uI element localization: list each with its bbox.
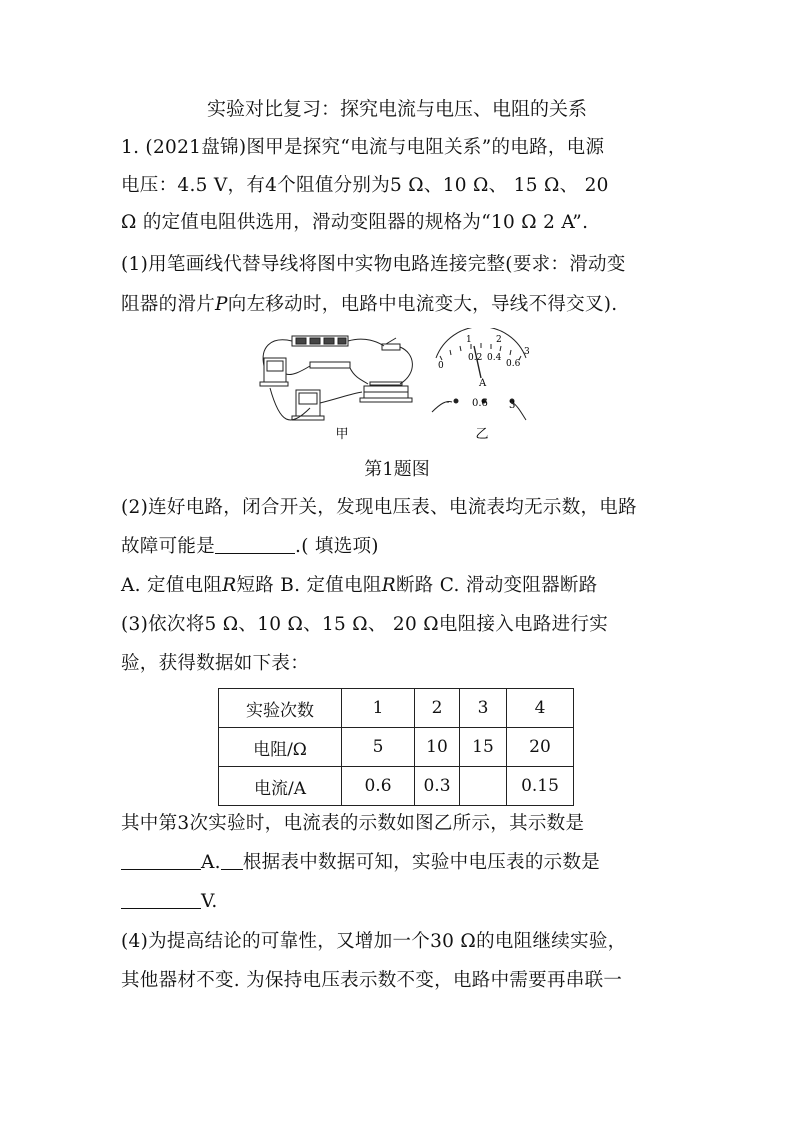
resistor-icon bbox=[310, 362, 350, 368]
symbol-r: R bbox=[381, 575, 396, 596]
table-cell: 2 bbox=[415, 689, 460, 728]
table-cell: 15 bbox=[460, 728, 507, 767]
question-line bbox=[121, 890, 681, 914]
answer-blank[interactable] bbox=[215, 535, 295, 554]
data-table bbox=[218, 688, 574, 806]
question-line: (4)为提高结论的可靠性，又增加一个30 Ω的电阻继续实验， bbox=[121, 931, 627, 952]
question-line: (1)用笔画线代替导线将图中实物电路连接完整(要求：滑动变 bbox=[121, 254, 626, 275]
dial-label-06: 0.6 bbox=[506, 359, 521, 369]
circuit-diagram-jia bbox=[260, 336, 412, 420]
question-line: 1. (2021盘锦)图甲是探究“电流与电阻关系”的电路，电源 bbox=[121, 137, 605, 158]
dial-label-02: 0.2 bbox=[468, 353, 483, 363]
table-header-row bbox=[219, 689, 574, 728]
dial-unit: A bbox=[479, 378, 487, 389]
table-cell: 1 bbox=[342, 689, 415, 728]
text-run: .( 填选项) bbox=[295, 536, 379, 557]
circuit-figure bbox=[250, 328, 550, 446]
dial-label-1: 1 bbox=[466, 335, 472, 345]
ammeter-icon bbox=[296, 390, 320, 416]
question-line: 其中第3次实验时，电流表的示数如图乙所示，其示数是 bbox=[121, 813, 585, 834]
symbol-r: R bbox=[222, 575, 237, 596]
table-row bbox=[219, 767, 574, 806]
text-run: 故障可能是 bbox=[121, 536, 216, 557]
question-line bbox=[121, 851, 681, 875]
table-cell bbox=[460, 767, 507, 806]
text-run: V. bbox=[201, 891, 218, 912]
text-run: A. 定值电阻 bbox=[121, 575, 223, 596]
dial-label-3: 3 bbox=[524, 347, 530, 357]
table-cell: 0.3 bbox=[415, 767, 460, 806]
figure-caption: 第1题图 bbox=[364, 459, 430, 480]
answer-blank[interactable] bbox=[121, 890, 201, 909]
dial-label-04: 0.4 bbox=[487, 353, 502, 363]
figure-label-yi: 乙 bbox=[475, 427, 489, 442]
question-line: 电压：4.5 V，有4个阻值分别为5 Ω、10 Ω、 15 Ω、 20 bbox=[121, 175, 609, 196]
text-run: 断路 C. 滑动变阻器断路 bbox=[395, 575, 598, 596]
table-row bbox=[219, 728, 574, 767]
symbol-p: P bbox=[215, 294, 228, 315]
table-cell: 电阻/Ω bbox=[219, 728, 342, 767]
question-line: Ω 的定值电阻供选用，滑动变阻器的规格为“10 Ω 2 A”. bbox=[121, 212, 589, 233]
page-title: 实验对比复习：探究电流与电压、电阻的关系 bbox=[206, 98, 587, 120]
question-line: 验，获得数据如下表： bbox=[121, 653, 310, 674]
answer-blank-short[interactable] bbox=[221, 851, 243, 870]
text-run: 根据表中数据可知，实验中电压表的示数是 bbox=[242, 852, 601, 873]
question-line bbox=[121, 293, 681, 317]
table-cell: 4 bbox=[507, 689, 574, 728]
table-cell: 5 bbox=[342, 728, 415, 767]
table-cell: 电流/A bbox=[219, 767, 342, 806]
text-run: 阻器的滑片 bbox=[121, 294, 216, 315]
question-line: (2)连好电路，闭合开关，发现电压表、电流表均无示数，电路 bbox=[121, 497, 637, 518]
table-cell: 0.15 bbox=[507, 767, 574, 806]
dial-label-0: 0 bbox=[438, 361, 444, 371]
table-cell: 实验次数 bbox=[219, 689, 342, 728]
table-cell: 0.6 bbox=[342, 767, 415, 806]
text-run: 向左移动时，电路中电流变大，导线不得交叉). bbox=[227, 294, 618, 315]
answer-blank[interactable] bbox=[121, 851, 201, 870]
figure-label-jia: 甲 bbox=[335, 427, 349, 442]
question-line bbox=[121, 535, 681, 559]
text-run: 短路 B. 定值电阻 bbox=[236, 575, 382, 596]
text-run: A. bbox=[201, 852, 221, 873]
dial-label-2: 2 bbox=[496, 335, 502, 345]
table-cell: 10 bbox=[415, 728, 460, 767]
switch-icon bbox=[382, 344, 400, 350]
question-line: (3)依次将5 Ω、10 Ω、15 Ω、 20 Ω电阻接入电路进行实 bbox=[121, 614, 609, 635]
terminal-06: 0.6 bbox=[472, 398, 488, 409]
options-line bbox=[121, 574, 681, 598]
table-cell: 20 bbox=[507, 728, 574, 767]
question-line: 其他器材不变. 为保持电压表示数不变，电路中需要再串联一 bbox=[121, 970, 623, 991]
terminal-minus: - bbox=[446, 397, 450, 408]
table-cell: 3 bbox=[460, 689, 507, 728]
terminal-3: 3 bbox=[509, 400, 516, 411]
